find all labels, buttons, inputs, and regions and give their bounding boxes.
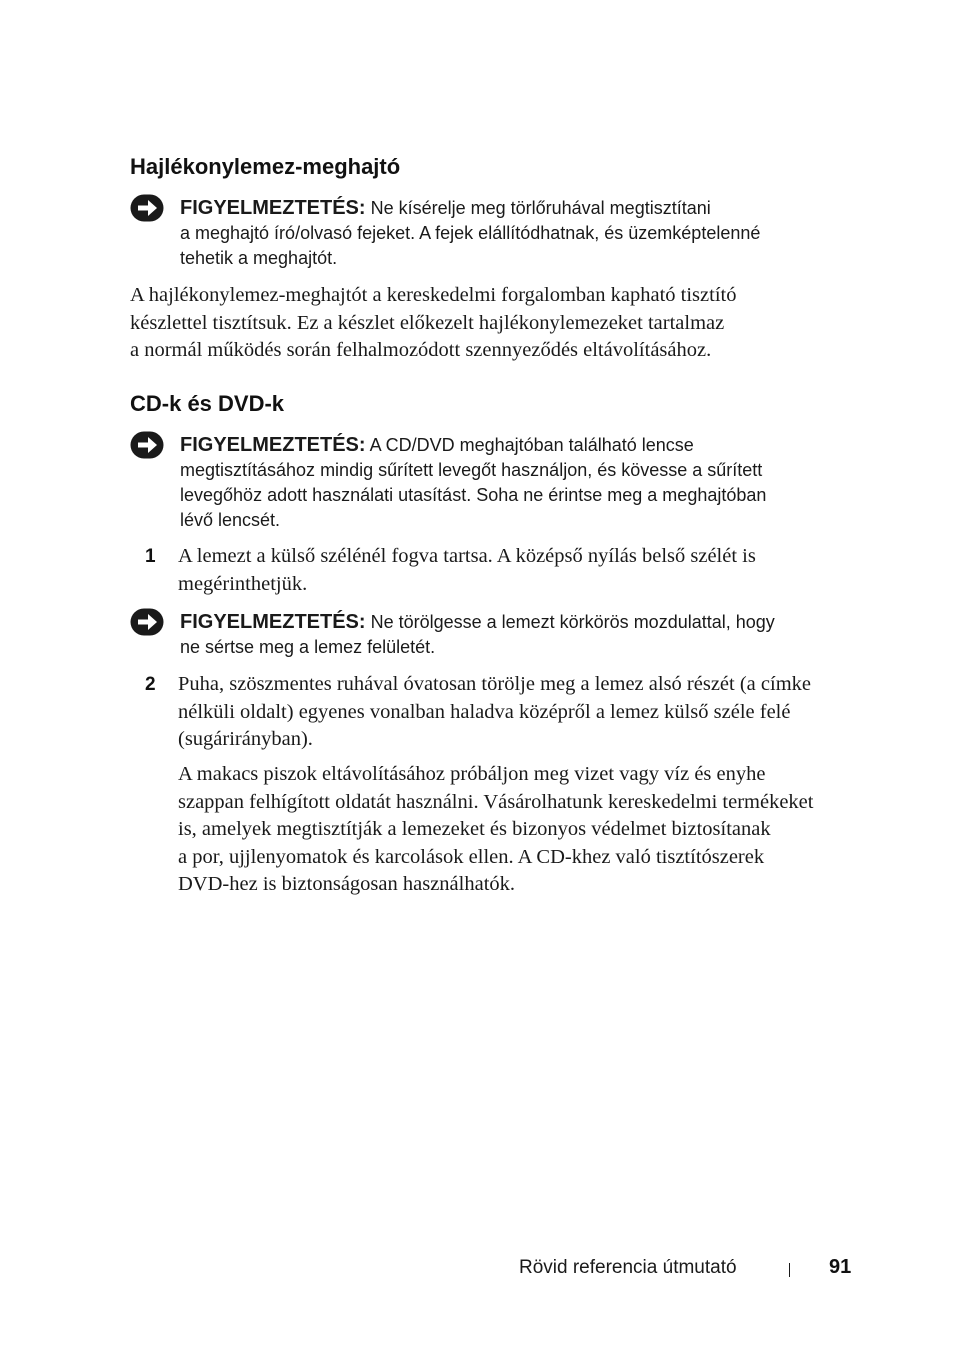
step-number: 1 xyxy=(145,546,156,567)
footer-separator xyxy=(789,1263,790,1277)
paragraph-line: (sugárirányban). xyxy=(178,728,313,750)
notice-label: FIGYELMEZTETÉS: xyxy=(180,434,366,456)
paragraph-line: szappan felhígított oldatát használni. Vásárolhatunk kereskedelmi termékeket xyxy=(178,790,814,813)
notice-line: a meghajtó író/olvasó fejeket. A fejek elállítódhatnak, és üzemképtelenné xyxy=(180,223,761,243)
paragraph-line: a normál működés során felhalmozódott szennyeződés eltávolításához. xyxy=(130,339,712,361)
section-heading-cd-dvd: CD-k és DVD-k xyxy=(130,391,285,416)
notice-arrow-icon xyxy=(130,431,164,459)
paragraph-line: A hajlékonylemez-meghajtót a kereskedelmi forgalomban kapható tisztító xyxy=(130,284,737,306)
notice-text xyxy=(180,610,855,660)
notice-line: FIGYELMEZTETÉS: Ne kísérelje meg törlőruhával megtisztítani xyxy=(180,197,711,219)
step-2-extra-text xyxy=(178,761,868,899)
warning-notice-circular xyxy=(130,610,855,664)
notice-line: megtisztításához mindig sűrített levegőt használjon, és kövesse a sűrített xyxy=(180,460,763,480)
page-number: 91 xyxy=(829,1256,852,1278)
notice-text xyxy=(180,196,855,271)
notice-line: ne sértse meg a lemez felületét. xyxy=(180,637,436,657)
notice-label: FIGYELMEZTETÉS: xyxy=(180,197,366,219)
paragraph-line: nélküli oldalt) egyenes vonalban haladva középről a lemez külső széle felé xyxy=(178,700,791,723)
paragraph-line: A makacs piszok eltávolításához próbáljon meg vizet vagy víz és enyhe xyxy=(178,763,766,785)
paragraph-line: is, amelyek megtisztítják a lemezeket és bizonyos védelmet biztosítanak xyxy=(178,818,771,840)
step-number: 2 xyxy=(145,674,156,695)
paragraph-line: Puha, szöszmentes ruhával óvatosan törölje meg a lemez alsó részét (a címke xyxy=(178,673,811,695)
warning-notice-floppy xyxy=(130,196,855,274)
paragraph-line: a por, ujjlenyomatok és karcolások ellen. A CD-khez való tisztítószerek xyxy=(178,845,765,868)
notice-line: tehetik a meghajtót. xyxy=(180,248,338,268)
paragraph-line: készlettel tisztítsuk. Ez a készlet előkezelt hajlékonylemezeket tartalmaz xyxy=(130,311,725,334)
notice-text xyxy=(180,433,855,533)
floppy-paragraph xyxy=(130,282,830,365)
section-heading-floppy: Hajlékonylemez-meghajtó xyxy=(130,154,401,179)
step-1-text xyxy=(178,543,858,598)
notice-label: FIGYELMEZTETÉS: xyxy=(180,611,366,633)
paragraph-line: DVD-hez is biztonságosan használhatók. xyxy=(178,873,516,895)
notice-line: FIGYELMEZTETÉS: Ne törölgesse a lemezt körkörös mozdulattal, hogy xyxy=(180,611,775,633)
paragraph-line: megérinthetjük. xyxy=(178,572,308,595)
notice-line: levegőhöz adott használati utasítást. Soha ne érintse meg a meghajtóban xyxy=(180,485,767,505)
notice-arrow-icon xyxy=(130,194,164,222)
warning-notice-lens xyxy=(130,433,855,537)
step-2-text xyxy=(178,671,868,754)
notice-line: lévő lencsét. xyxy=(180,510,281,530)
notice-arrow-icon xyxy=(130,608,164,636)
paragraph-line: A lemezt a külső szélénél fogva tartsa. A középső nyílás belső szélét is xyxy=(178,545,756,567)
notice-line: FIGYELMEZTETÉS: A CD/DVD meghajtóban található lencse xyxy=(180,434,694,456)
footer-title: Rövid referencia útmutató xyxy=(519,1257,737,1278)
